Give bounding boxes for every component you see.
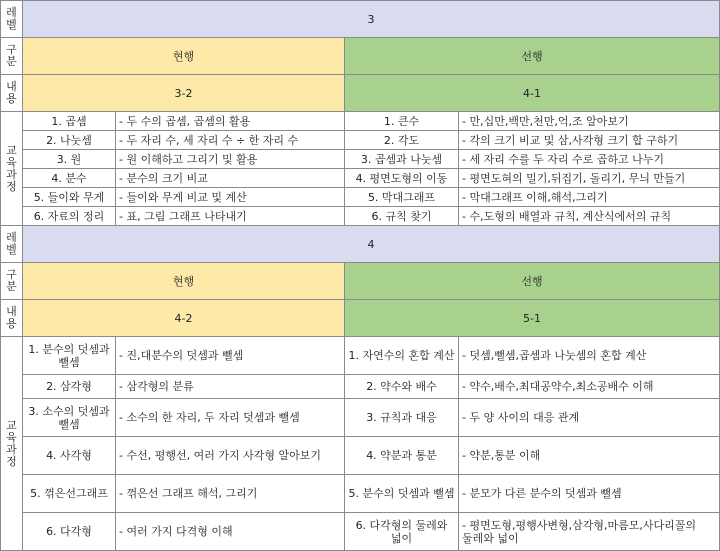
current-header: 현행: [23, 263, 345, 300]
curriculum-side-label-text: 교육과정: [6, 143, 17, 193]
table-row: [1, 150, 720, 169]
advance-chapter: 4. 약분과 통분: [345, 437, 459, 475]
current-description: - 분수의 크기 비교: [116, 169, 345, 188]
advance-chapter: 1. 큰수: [345, 112, 459, 131]
current-chapter: 5. 꺾은선그래프: [23, 475, 116, 513]
current-chapter: 6. 자료의 정리: [23, 207, 116, 226]
level-side-label-text: 레벨: [6, 231, 17, 256]
advance-description: - 수,도형의 배열과 규칙, 계산식에서의 규칙: [459, 207, 720, 226]
current-description: - 두 수의 곱셈, 곱셈의 활용: [116, 112, 345, 131]
curriculum-side-label-text: 교육과정: [6, 418, 17, 468]
advance-chapter: 2. 각도: [345, 131, 459, 150]
advance-header: 선행: [345, 38, 720, 75]
current-chapter: 1. 분수의 덧셈과 뺄셈: [23, 337, 116, 375]
level-value: 3: [23, 1, 720, 38]
current-chapter: 1. 곱셈: [23, 112, 116, 131]
level-row: [1, 226, 720, 263]
table-row: [1, 169, 720, 188]
current-unit: 3-2: [23, 75, 345, 112]
advance-unit: 5-1: [345, 300, 720, 337]
curriculum-side-label: [1, 337, 23, 551]
level-side-label-text: 레벨: [6, 6, 17, 31]
level-side-label: [1, 1, 23, 38]
level-value: 4: [23, 226, 720, 263]
section-side-label: [1, 38, 23, 75]
advance-description: - 두 양 사이의 대응 관계: [459, 399, 720, 437]
content-side-label-text: 내용: [6, 80, 17, 105]
content-row: [1, 300, 720, 337]
advance-description: - 약수,배수,최대공약수,최소공배수 이해: [459, 375, 720, 399]
section-side-label-text: 구분: [6, 268, 17, 293]
table-row: [1, 375, 720, 399]
curriculum-side-label: [1, 112, 23, 226]
current-chapter: 6. 다각형: [23, 513, 116, 551]
table-row: [1, 399, 720, 437]
table-row: [1, 112, 720, 131]
advance-description: - 각의 크기 비교 및 삼,사각형 크기 합 구하기: [459, 131, 720, 150]
table-row: [1, 207, 720, 226]
current-description: - 두 자리 수, 세 자리 수 ÷ 한 자리 수: [116, 131, 345, 150]
advance-description: - 만,십만,백만,천만,억,조 알아보기: [459, 112, 720, 131]
current-description: - 꺾은선 그래프 해석, 그리기: [116, 475, 345, 513]
level-row: [1, 1, 720, 38]
content-side-label: [1, 75, 23, 112]
advance-description: - 평면도형,평행사변형,삼각형,마름모,사다리꼴의 둘레와 넓이: [459, 513, 720, 551]
current-header: 현행: [23, 38, 345, 75]
level-side-label: [1, 226, 23, 263]
advance-chapter: 1. 자연수의 혼합 계산: [345, 337, 459, 375]
curriculum-table-body: [1, 1, 720, 551]
table-row: [1, 513, 720, 551]
advance-chapter: 5. 막대그래프: [345, 188, 459, 207]
current-description: - 수선, 평행선, 여러 가지 사각형 알아보기: [116, 437, 345, 475]
advance-description: - 덧셈,뺄셈,곱셈과 나눗셈의 혼합 계산: [459, 337, 720, 375]
advance-chapter: 4. 평면도형의 이동: [345, 169, 459, 188]
section-row: [1, 38, 720, 75]
advance-description: - 약분,통분 이해: [459, 437, 720, 475]
advance-chapter: 3. 곱셈과 나눗셈: [345, 150, 459, 169]
table-row: [1, 337, 720, 375]
section-row: [1, 263, 720, 300]
advance-chapter: 3. 규칙과 대응: [345, 399, 459, 437]
current-description: - 여러 가지 다격형 이해: [116, 513, 345, 551]
advance-description: - 분모가 다른 분수의 덧셈과 뺄셈: [459, 475, 720, 513]
advance-chapter: 6. 다각형의 둘레와 넓이: [345, 513, 459, 551]
advance-unit: 4-1: [345, 75, 720, 112]
current-chapter: 3. 소수의 덧셈과 뺄셈: [23, 399, 116, 437]
advance-chapter: 5. 분수의 덧셈과 뺄셈: [345, 475, 459, 513]
advance-chapter: 2. 약수와 배수: [345, 375, 459, 399]
current-chapter: 4. 분수: [23, 169, 116, 188]
current-description: - 들이와 무게 비교 및 계산: [116, 188, 345, 207]
advance-header: 선행: [345, 263, 720, 300]
advance-description: - 막대그래프 이해,해석,그리기: [459, 188, 720, 207]
section-side-label-text: 구분: [6, 43, 17, 68]
current-description: - 표, 그림 그래프 나타내기: [116, 207, 345, 226]
current-description: - 삼각형의 분류: [116, 375, 345, 399]
current-chapter: 3. 원: [23, 150, 116, 169]
current-chapter: 5. 들이와 무게: [23, 188, 116, 207]
content-side-label: [1, 300, 23, 337]
current-chapter: 2. 나눗셈: [23, 131, 116, 150]
current-chapter: 4. 사각형: [23, 437, 116, 475]
current-description: - 소수의 한 자리, 두 자리 덧셈과 뺄셈: [116, 399, 345, 437]
table-row: [1, 437, 720, 475]
table-row: [1, 475, 720, 513]
advance-description: - 평면도혀의 밀기,뒤집기, 돌리기, 무늬 만들기: [459, 169, 720, 188]
table-row: [1, 188, 720, 207]
current-unit: 4-2: [23, 300, 345, 337]
current-chapter: 2. 삼각형: [23, 375, 116, 399]
section-side-label: [1, 263, 23, 300]
table-row: [1, 131, 720, 150]
advance-chapter: 6. 규칙 찾기: [345, 207, 459, 226]
content-side-label-text: 내용: [6, 305, 17, 330]
current-description: - 진,대분수의 덧셈과 뺄셈: [116, 337, 345, 375]
content-row: [1, 75, 720, 112]
current-description: - 원 이해하고 그리기 및 활용: [116, 150, 345, 169]
advance-description: - 세 자리 수를 두 자리 수로 곱하고 나누기: [459, 150, 720, 169]
